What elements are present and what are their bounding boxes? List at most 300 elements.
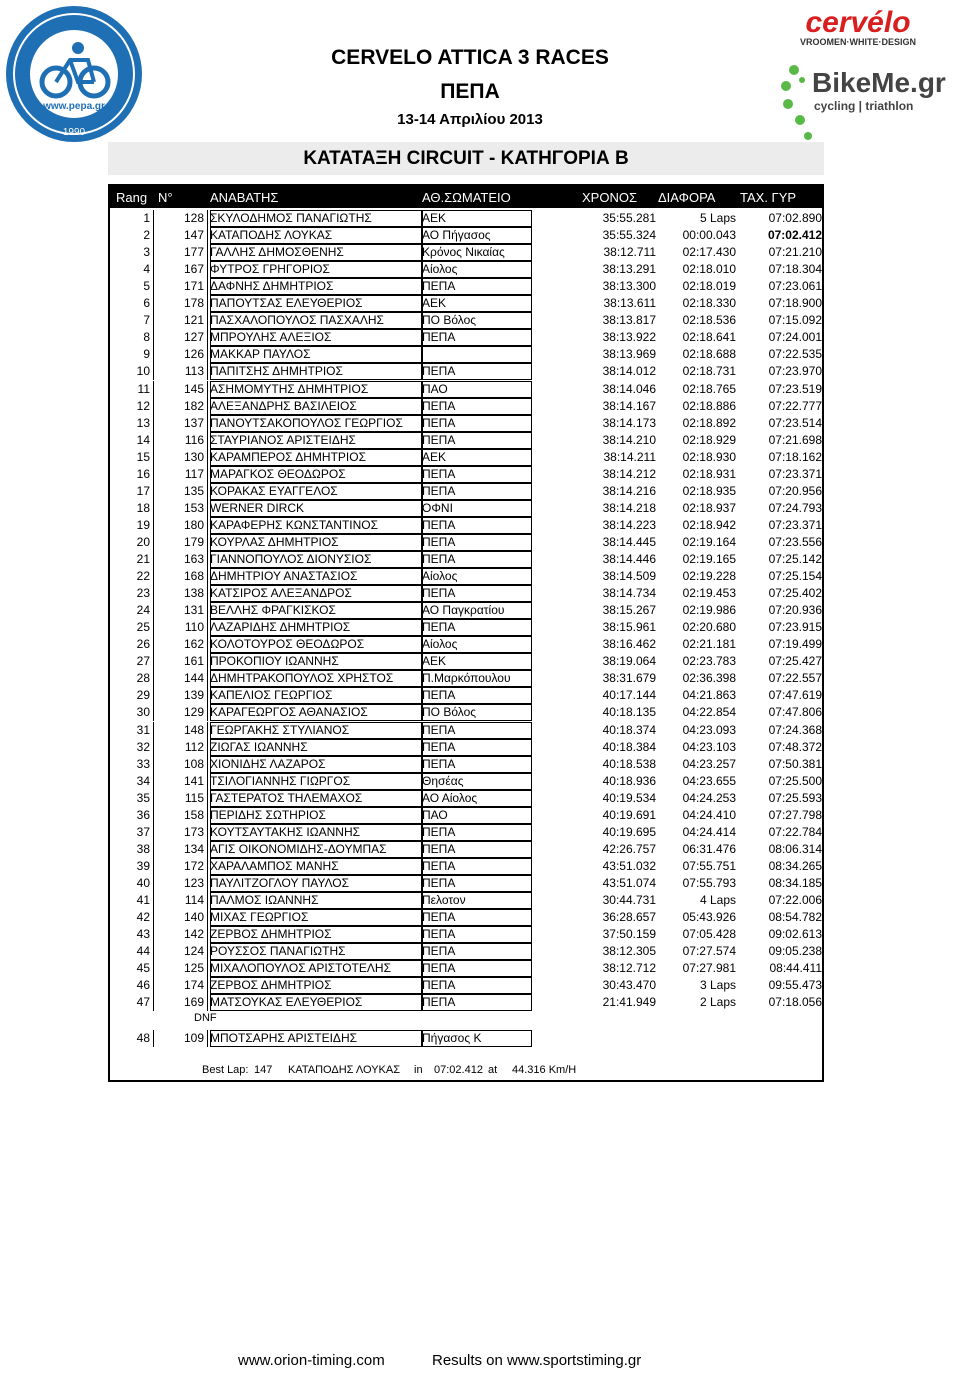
cell-lap: 08:34.265 bbox=[768, 858, 822, 873]
table-row bbox=[112, 398, 822, 415]
cell-gap: 05:43.926 bbox=[682, 910, 736, 925]
table-header bbox=[110, 186, 822, 208]
cell-time: 40:18.135 bbox=[602, 705, 656, 720]
cell-number: 180 bbox=[154, 517, 208, 534]
cell-border bbox=[422, 704, 532, 721]
cell-gap: 02:18.010 bbox=[682, 262, 736, 277]
table-row bbox=[112, 278, 822, 295]
cell-rank: 4 bbox=[112, 261, 154, 278]
cell-border bbox=[210, 994, 422, 1011]
cell-number: 134 bbox=[154, 841, 208, 858]
cell-border bbox=[422, 500, 532, 517]
cell-border bbox=[422, 210, 532, 227]
cell-border bbox=[422, 756, 532, 773]
cell-club: ΑΟ Πήγασος bbox=[422, 228, 491, 243]
table-row bbox=[112, 568, 822, 585]
cell-rider: ΑΛΕΞΑΝΔΡΗΣ ΒΑΣΙΛΕΙΟΣ bbox=[210, 398, 357, 413]
cell-border bbox=[210, 534, 422, 551]
cell-rank: 11 bbox=[112, 381, 154, 398]
table-row bbox=[112, 687, 822, 704]
cell-time: 40:18.936 bbox=[602, 773, 656, 788]
cell-rider: WERNER DIRCK bbox=[210, 500, 305, 515]
cell-rider: ΑΓΙΣ ΟΙΚΟΝΟΜΙΔΗΣ-ΔΟΥΜΠΑΣ bbox=[210, 841, 387, 856]
cell-time: 40:19.534 bbox=[602, 790, 656, 805]
cell-rider: ΓΑΛΛΗΣ ΔΗΜΟΣΘΕΝΗΣ bbox=[210, 245, 344, 260]
cell-border bbox=[210, 619, 422, 636]
cell-club: ΠΕΠΑ bbox=[422, 415, 456, 430]
cell-rank: 17 bbox=[112, 483, 154, 500]
pepa-logo-url: www.pepa.gr bbox=[43, 101, 105, 112]
table-row bbox=[112, 670, 822, 687]
cell-time: 38:19.064 bbox=[602, 654, 656, 669]
table-row bbox=[112, 790, 822, 807]
cell-rank: 25 bbox=[112, 619, 154, 636]
cell-lap: 07:19.499 bbox=[768, 637, 822, 652]
cell-number: 168 bbox=[154, 568, 208, 585]
cell-club: Θησέας bbox=[422, 773, 464, 788]
table-row bbox=[112, 619, 822, 636]
cell-time: 38:15.267 bbox=[602, 603, 656, 618]
cell-gap: 02:18.641 bbox=[682, 330, 736, 345]
cell-lap: 07:22.535 bbox=[768, 347, 822, 362]
cell-gap: 4 Laps bbox=[699, 893, 736, 907]
cell-number: 129 bbox=[154, 704, 208, 721]
cell-lap: 07:25.154 bbox=[768, 569, 822, 584]
cell-rank: 2 bbox=[112, 227, 154, 244]
cell-gap: 07:27.981 bbox=[682, 961, 736, 976]
cell-time: 38:14.218 bbox=[602, 500, 656, 515]
best-lap-at: at bbox=[488, 1064, 498, 1076]
cell-rank: 20 bbox=[112, 534, 154, 551]
cell-border bbox=[422, 722, 532, 739]
event-title: CERVELO ATTICA 3 RACES bbox=[331, 46, 609, 69]
table-row bbox=[112, 756, 822, 773]
cell-time: 38:14.223 bbox=[602, 517, 656, 532]
cell-club: ΠΕΠΑ bbox=[422, 398, 456, 413]
cell-lap: 07:25.593 bbox=[768, 790, 822, 805]
cell-club: ΑΕΚ bbox=[422, 654, 447, 669]
cell-rider: ΔΗΜΗΤΡΙΟΥ ΑΝΑΣΤΑΣΙΟΣ bbox=[210, 569, 358, 584]
cell-club: ΠΟ Βόλος bbox=[422, 705, 477, 720]
cell-number: 167 bbox=[154, 261, 208, 278]
cell-time: 35:55.281 bbox=[602, 211, 656, 225]
cell-rank: 42 bbox=[112, 909, 154, 926]
cell-lap: 08:34.185 bbox=[768, 875, 822, 890]
cell-border bbox=[210, 807, 422, 824]
best-lap-speed: 44.316 Km/H bbox=[512, 1064, 577, 1076]
cell-rank: 27 bbox=[112, 653, 154, 670]
cell-time: 42:26.757 bbox=[602, 841, 656, 856]
cell-lap: 07:25.142 bbox=[768, 552, 822, 566]
cell-lap: 07:27.798 bbox=[768, 807, 822, 822]
cell-time: 43:51.074 bbox=[602, 875, 656, 890]
table-row bbox=[112, 704, 822, 721]
cell-gap: 02:18.330 bbox=[682, 296, 736, 311]
cell-club: ΠΕΠΑ bbox=[422, 875, 456, 890]
cell-number: 162 bbox=[154, 636, 208, 653]
table-row bbox=[112, 415, 822, 432]
cell-number: 148 bbox=[154, 722, 208, 739]
cell-gap: 02:18.931 bbox=[682, 466, 736, 481]
cell-number: 137 bbox=[154, 415, 208, 432]
cell-number: 130 bbox=[154, 449, 208, 466]
cell-border bbox=[422, 244, 532, 261]
cell-club: ΠΕΠΑ bbox=[422, 961, 456, 976]
cell-club: ΠΕΠΑ bbox=[422, 279, 456, 294]
cell-border bbox=[422, 278, 532, 295]
cell-border bbox=[422, 517, 532, 534]
cell-club: ΠΕΠΑ bbox=[422, 534, 456, 549]
cell-gap: 02:19.164 bbox=[682, 534, 736, 549]
cell-rider: ΧΙΟΝΙΔΗΣ ΛΑΖΑΡΟΣ bbox=[210, 756, 326, 771]
cell-border bbox=[422, 858, 532, 875]
cell-time: 40:18.384 bbox=[602, 739, 656, 754]
cell-border bbox=[422, 381, 532, 398]
cell-border bbox=[210, 585, 422, 602]
cell-lap: 07:24.793 bbox=[768, 500, 822, 515]
cell-border bbox=[422, 909, 532, 926]
cell-number: 142 bbox=[154, 926, 208, 943]
cell-rider: ΑΣΗΜΟΜΥΤΗΣ ΔΗΜΗΤΡΙΟΣ bbox=[210, 381, 369, 396]
cell-club: ΠΕΠΑ bbox=[422, 927, 456, 942]
cell-gap: 07:55.793 bbox=[682, 875, 736, 890]
cell-time: 38:14.167 bbox=[602, 398, 656, 413]
cell-border bbox=[422, 773, 532, 790]
cell-rider: ΜΑΤΣΟΥΚΑΣ ΕΛΕΥΘΕΡΙΟΣ bbox=[210, 995, 363, 1010]
cell-time: 38:13.817 bbox=[602, 313, 656, 328]
table-row bbox=[112, 312, 822, 329]
table-row bbox=[112, 483, 822, 500]
cell-number: 110 bbox=[154, 619, 208, 636]
cell-gap: 02:20.680 bbox=[682, 620, 736, 635]
table-row bbox=[112, 381, 822, 398]
table-row bbox=[112, 585, 822, 602]
cell-rank: 37 bbox=[112, 824, 154, 841]
cell-border bbox=[210, 449, 422, 466]
cell-club: Πελοτον bbox=[422, 893, 466, 907]
cell-number: 153 bbox=[154, 500, 208, 517]
cell-lap: 07:20.956 bbox=[768, 483, 822, 498]
cell-rank: 47 bbox=[112, 994, 154, 1011]
cell-lap: 07:25.500 bbox=[768, 773, 822, 788]
cell-lap: 07:47.806 bbox=[768, 705, 822, 720]
cell-border bbox=[210, 568, 422, 585]
cell-club: ΠΕΠΑ bbox=[422, 517, 456, 532]
cell-time: 38:14.210 bbox=[602, 432, 656, 447]
cell-border bbox=[422, 943, 532, 960]
cell-rank: 44 bbox=[112, 943, 154, 960]
table-row bbox=[112, 739, 822, 756]
cell-border bbox=[210, 415, 422, 432]
cell-club: ΠΕΠΑ bbox=[422, 756, 456, 771]
cell-border bbox=[210, 346, 422, 363]
cell-border bbox=[422, 841, 532, 858]
cell-gap: 04:24.253 bbox=[682, 790, 736, 805]
table-row bbox=[112, 892, 822, 909]
cell-club: ΠΕΠΑ bbox=[422, 824, 456, 839]
cell-gap: 04:23.103 bbox=[682, 739, 736, 754]
cell-rider: ΣΚΥΛΟΔΗΜΟΣ ΠΑΝΑΓΙΩΤΗΣ bbox=[210, 211, 372, 225]
cell-lap: 07:47.619 bbox=[768, 688, 822, 703]
cell-lap: 07:22.557 bbox=[768, 671, 822, 686]
cell-rider: ΜΠΟΤΣΑΡΗΣ ΑΡΙΣΤΕΙΔΗΣ bbox=[210, 1031, 358, 1045]
cell-rank: 5 bbox=[112, 278, 154, 295]
cell-rider: ΜΠΡΟΥΛΗΣ ΑΛΕΞΙΟΣ bbox=[210, 330, 332, 345]
cell-rider: ΚΟΥΤΣΑΥΤΑΚΗΣ ΙΩΑΝΝΗΣ bbox=[210, 824, 361, 839]
cell-lap: 09:05.238 bbox=[768, 944, 822, 959]
cell-rider: ΡΟΥΣΣΟΣ ΠΑΝΑΓΙΩΤΗΣ bbox=[210, 944, 346, 959]
cell-gap: 07:27.574 bbox=[682, 944, 736, 959]
cell-time: 38:14.012 bbox=[602, 364, 656, 379]
cell-border bbox=[210, 1030, 422, 1047]
cell-club: ΠΕΠΑ bbox=[422, 432, 456, 447]
cell-club: ΠΟ Βόλος bbox=[422, 313, 477, 328]
cell-gap: 02:18.942 bbox=[682, 517, 736, 532]
cell-time: 38:14.509 bbox=[602, 569, 656, 584]
cell-rank: 39 bbox=[112, 858, 154, 875]
cell-gap: 04:24.410 bbox=[682, 807, 736, 822]
cell-rider: ΚΟΛΟΤΟΥΡΟΣ ΘΕΟΔΩΡΟΣ bbox=[210, 637, 365, 652]
cell-gap: 02:18.929 bbox=[682, 432, 736, 447]
cell-rider: ΠΑΠΙΤΣΗΣ ΔΗΜΗΤΡΙΟΣ bbox=[210, 364, 343, 379]
cell-lap: 07:23.970 bbox=[768, 364, 822, 379]
table-row bbox=[112, 210, 822, 227]
col-gap: ΔΙΑΦΟΡΑ bbox=[658, 190, 716, 205]
cell-time: 38:14.211 bbox=[603, 449, 656, 464]
cell-number: 140 bbox=[154, 909, 208, 926]
cell-number: 108 bbox=[154, 756, 208, 773]
cell-club: ΠΕΠΑ bbox=[422, 944, 456, 959]
cell-gap: 02:18.935 bbox=[682, 483, 736, 498]
cell-gap: 04:24.414 bbox=[682, 824, 736, 839]
cell-time: 37:50.159 bbox=[602, 927, 656, 942]
cell-lap: 07:50.381 bbox=[768, 756, 822, 771]
cell-border bbox=[422, 449, 532, 466]
cell-time: 38:13.969 bbox=[602, 347, 656, 362]
cell-gap: 02:17.430 bbox=[682, 245, 736, 260]
cell-lap: 09:55.473 bbox=[768, 978, 822, 993]
cell-lap: 07:18.056 bbox=[768, 995, 822, 1010]
cell-time: 38:14.212 bbox=[602, 466, 656, 481]
cell-rank: 33 bbox=[112, 756, 154, 773]
cell-border bbox=[210, 909, 422, 926]
cell-lap: 07:25.427 bbox=[768, 654, 822, 669]
cell-number: 125 bbox=[154, 960, 208, 977]
cell-rank: 16 bbox=[112, 466, 154, 483]
cell-border bbox=[422, 551, 532, 568]
footer-timing-link[interactable]: www.orion-timing.com bbox=[238, 1352, 385, 1369]
cell-time: 38:16.462 bbox=[602, 637, 656, 652]
cell-number: 161 bbox=[154, 653, 208, 670]
cell-time: 40:19.691 bbox=[602, 807, 656, 822]
table-row bbox=[112, 636, 822, 653]
cell-number: 116 bbox=[154, 432, 208, 449]
cell-border bbox=[422, 739, 532, 756]
cell-border bbox=[422, 432, 532, 449]
cell-club: ΠΑΟ bbox=[422, 807, 448, 822]
cell-gap: 04:23.257 bbox=[682, 756, 736, 771]
table-row bbox=[112, 1030, 822, 1047]
cell-gap: 06:31.476 bbox=[682, 841, 736, 856]
cell-rank: 28 bbox=[112, 670, 154, 687]
cell-rank: 26 bbox=[112, 636, 154, 653]
cell-time: 40:18.374 bbox=[602, 722, 656, 737]
cell-club: ΑΕΚ bbox=[422, 449, 447, 464]
cell-rider: ΔΗΜΗΤΡΑΚΟΠΟΥΛΟΣ ΧΡΗΣΤΟΣ bbox=[210, 671, 394, 686]
cell-lap: 07:02.890 bbox=[768, 211, 822, 225]
cell-border bbox=[422, 568, 532, 585]
cell-club: ΠΕΠΑ bbox=[422, 364, 456, 379]
table-row bbox=[112, 977, 822, 994]
cervelo-logo-tagline: VROOMEN·WHITE·DESIGN bbox=[800, 37, 916, 47]
cell-gap: 04:22.854 bbox=[682, 705, 736, 720]
cell-club: Κρόνος Νικαίας bbox=[422, 245, 505, 260]
cell-border bbox=[210, 466, 422, 483]
cell-border bbox=[422, 1030, 532, 1047]
cell-rank: 15 bbox=[112, 449, 154, 466]
cell-border bbox=[422, 483, 532, 500]
cell-border bbox=[210, 960, 422, 977]
cell-rider: ΚΟΡΑΚΑΣ ΕΥΑΓΓΕΛΟΣ bbox=[210, 483, 338, 498]
best-lap-time: 07:02.412 bbox=[434, 1064, 483, 1076]
cell-number: 127 bbox=[154, 329, 208, 346]
cell-number: 123 bbox=[154, 875, 208, 892]
results-table bbox=[108, 184, 824, 1082]
cell-lap: 07:15.092 bbox=[768, 313, 822, 328]
cell-rider: ΖΕΡΒΟΣ ΔΗΜΗΤΡΙΟΣ bbox=[210, 978, 332, 993]
cell-rank: 24 bbox=[112, 602, 154, 619]
cell-border bbox=[422, 994, 532, 1011]
cell-rank: 18 bbox=[112, 500, 154, 517]
cell-gap: 02:19.228 bbox=[682, 569, 736, 584]
cell-rank: 35 bbox=[112, 790, 154, 807]
cell-rider: ΠΕΡΙΔΗΣ ΣΩΤΗΡΙΟΣ bbox=[210, 807, 326, 822]
cell-border bbox=[422, 261, 532, 278]
cell-border bbox=[422, 585, 532, 602]
cell-number: 144 bbox=[154, 670, 208, 687]
cell-number: 138 bbox=[154, 585, 208, 602]
cell-lap: 07:23.514 bbox=[768, 415, 822, 430]
cell-club: ΠΕΠΑ bbox=[422, 841, 456, 856]
cell-gap: 02:23.783 bbox=[682, 654, 736, 669]
table-row bbox=[112, 943, 822, 960]
cell-border bbox=[210, 858, 422, 875]
cell-border bbox=[422, 329, 532, 346]
cell-border bbox=[210, 483, 422, 500]
cell-club: Πήγασος Κ bbox=[422, 1031, 482, 1045]
table-row bbox=[112, 960, 822, 977]
bikeme-logo-text: BikeMe.gr bbox=[812, 67, 946, 98]
cell-gap: 02:18.930 bbox=[682, 449, 736, 464]
cell-border bbox=[210, 943, 422, 960]
table-row bbox=[112, 807, 822, 824]
cell-border bbox=[422, 670, 532, 687]
cell-border bbox=[210, 670, 422, 687]
cell-club: ΑΕΚ bbox=[422, 296, 447, 311]
cell-lap: 07:48.372 bbox=[768, 739, 822, 754]
cell-number: 128 bbox=[154, 210, 208, 227]
cell-border bbox=[210, 295, 422, 312]
cell-rider: ΓΑΣΤΕΡΑΤΟΣ ΤΗΛΕΜΑΧΟΣ bbox=[210, 790, 363, 805]
cell-time: 38:12.711 bbox=[603, 245, 656, 260]
cell-time: 38:13.611 bbox=[603, 296, 656, 311]
cell-club: ΠΕΠΑ bbox=[422, 620, 456, 635]
cell-number: 147 bbox=[154, 227, 208, 244]
cell-rider: ΤΣΙΛΟΓΙΑΝΝΗΣ ΓΙΩΡΓΟΣ bbox=[210, 773, 351, 788]
cell-rider: ΧΑΡΑΛΑΜΠΟΣ ΜΑΝΗΣ bbox=[210, 858, 339, 873]
best-lap-number: 147 bbox=[254, 1064, 273, 1076]
cell-time: 38:14.046 bbox=[602, 381, 656, 396]
footer-results-link[interactable]: Results on www.sportstiming.gr bbox=[432, 1352, 642, 1369]
table-row bbox=[112, 841, 822, 858]
cell-club: ΑΟ Παγκρατίου bbox=[422, 603, 505, 618]
cell-club: ΑΕΚ bbox=[422, 211, 447, 225]
cell-number: 178 bbox=[154, 295, 208, 312]
cell-number: 124 bbox=[154, 943, 208, 960]
cell-border bbox=[210, 773, 422, 790]
table-row bbox=[112, 227, 822, 244]
cell-rank: 10 bbox=[112, 363, 154, 380]
table-row bbox=[112, 602, 822, 619]
cell-time: 40:17.144 bbox=[602, 688, 656, 703]
cell-number: 135 bbox=[154, 483, 208, 500]
cell-border bbox=[210, 244, 422, 261]
cell-club: ΠΕΠΑ bbox=[422, 552, 456, 566]
cell-border bbox=[422, 415, 532, 432]
cell-gap: 04:23.093 bbox=[682, 722, 736, 737]
table-row bbox=[112, 534, 822, 551]
cell-rider: ΚΑΤΑΠΟΔΗΣ ΛΟΥΚΑΣ bbox=[210, 228, 333, 243]
cell-number: 141 bbox=[154, 773, 208, 790]
table-row bbox=[112, 909, 822, 926]
cell-border bbox=[422, 534, 532, 551]
cell-time: 38:14.173 bbox=[602, 415, 656, 430]
table-row bbox=[112, 261, 822, 278]
table-row bbox=[112, 466, 822, 483]
cell-number: 113 bbox=[154, 363, 208, 380]
cell-lap: 07:25.402 bbox=[768, 586, 822, 601]
cell-gap: 5 Laps bbox=[699, 211, 736, 225]
cell-border bbox=[210, 636, 422, 653]
cell-rider: ΚΑΡΑΦΕΡΗΣ ΚΩΝΣΤΑΝΤΙΝΟΣ bbox=[210, 517, 379, 532]
cell-lap: 07:24.368 bbox=[768, 722, 822, 737]
cell-club: Αίολος bbox=[422, 262, 458, 277]
cervelo-logo bbox=[764, 6, 952, 48]
cell-border bbox=[210, 500, 422, 517]
cell-club: ΠΕΠΑ bbox=[422, 722, 456, 737]
cell-rider: ΜΙΧΑΛΟΠΟΥΛΟΣ ΑΡΙΣΤΟΤΕΛΗΣ bbox=[210, 961, 391, 976]
dnf-label: DNF bbox=[194, 1012, 217, 1024]
cell-lap: 07:20.936 bbox=[768, 603, 822, 618]
cell-border bbox=[422, 824, 532, 841]
cell-time: 38:14.734 bbox=[602, 586, 656, 601]
cell-rider: ΚΑΠΕΛΙΟΣ ΓΕΩΡΓΙΟΣ bbox=[210, 688, 333, 703]
cell-time: 38:13.922 bbox=[602, 330, 656, 345]
cell-number: 115 bbox=[154, 790, 208, 807]
cell-time: 38:14.446 bbox=[602, 552, 656, 566]
cell-club: ΠΕΠΑ bbox=[422, 739, 456, 754]
cell-gap: 2 Laps bbox=[699, 995, 736, 1010]
cell-rider: ΦΥΤΡΟΣ ΓΡΗΓΟΡΙΟΣ bbox=[210, 262, 330, 277]
cell-number: 121 bbox=[154, 312, 208, 329]
cell-border bbox=[210, 210, 422, 227]
cell-lap: 07:18.900 bbox=[768, 296, 822, 311]
cell-time: 38:13.291 bbox=[602, 262, 656, 277]
cell-lap: 07:21.210 bbox=[768, 245, 822, 260]
cell-number: 109 bbox=[154, 1030, 208, 1047]
cell-time: 40:18.538 bbox=[602, 756, 656, 771]
cell-time: 38:14.445 bbox=[602, 534, 656, 549]
